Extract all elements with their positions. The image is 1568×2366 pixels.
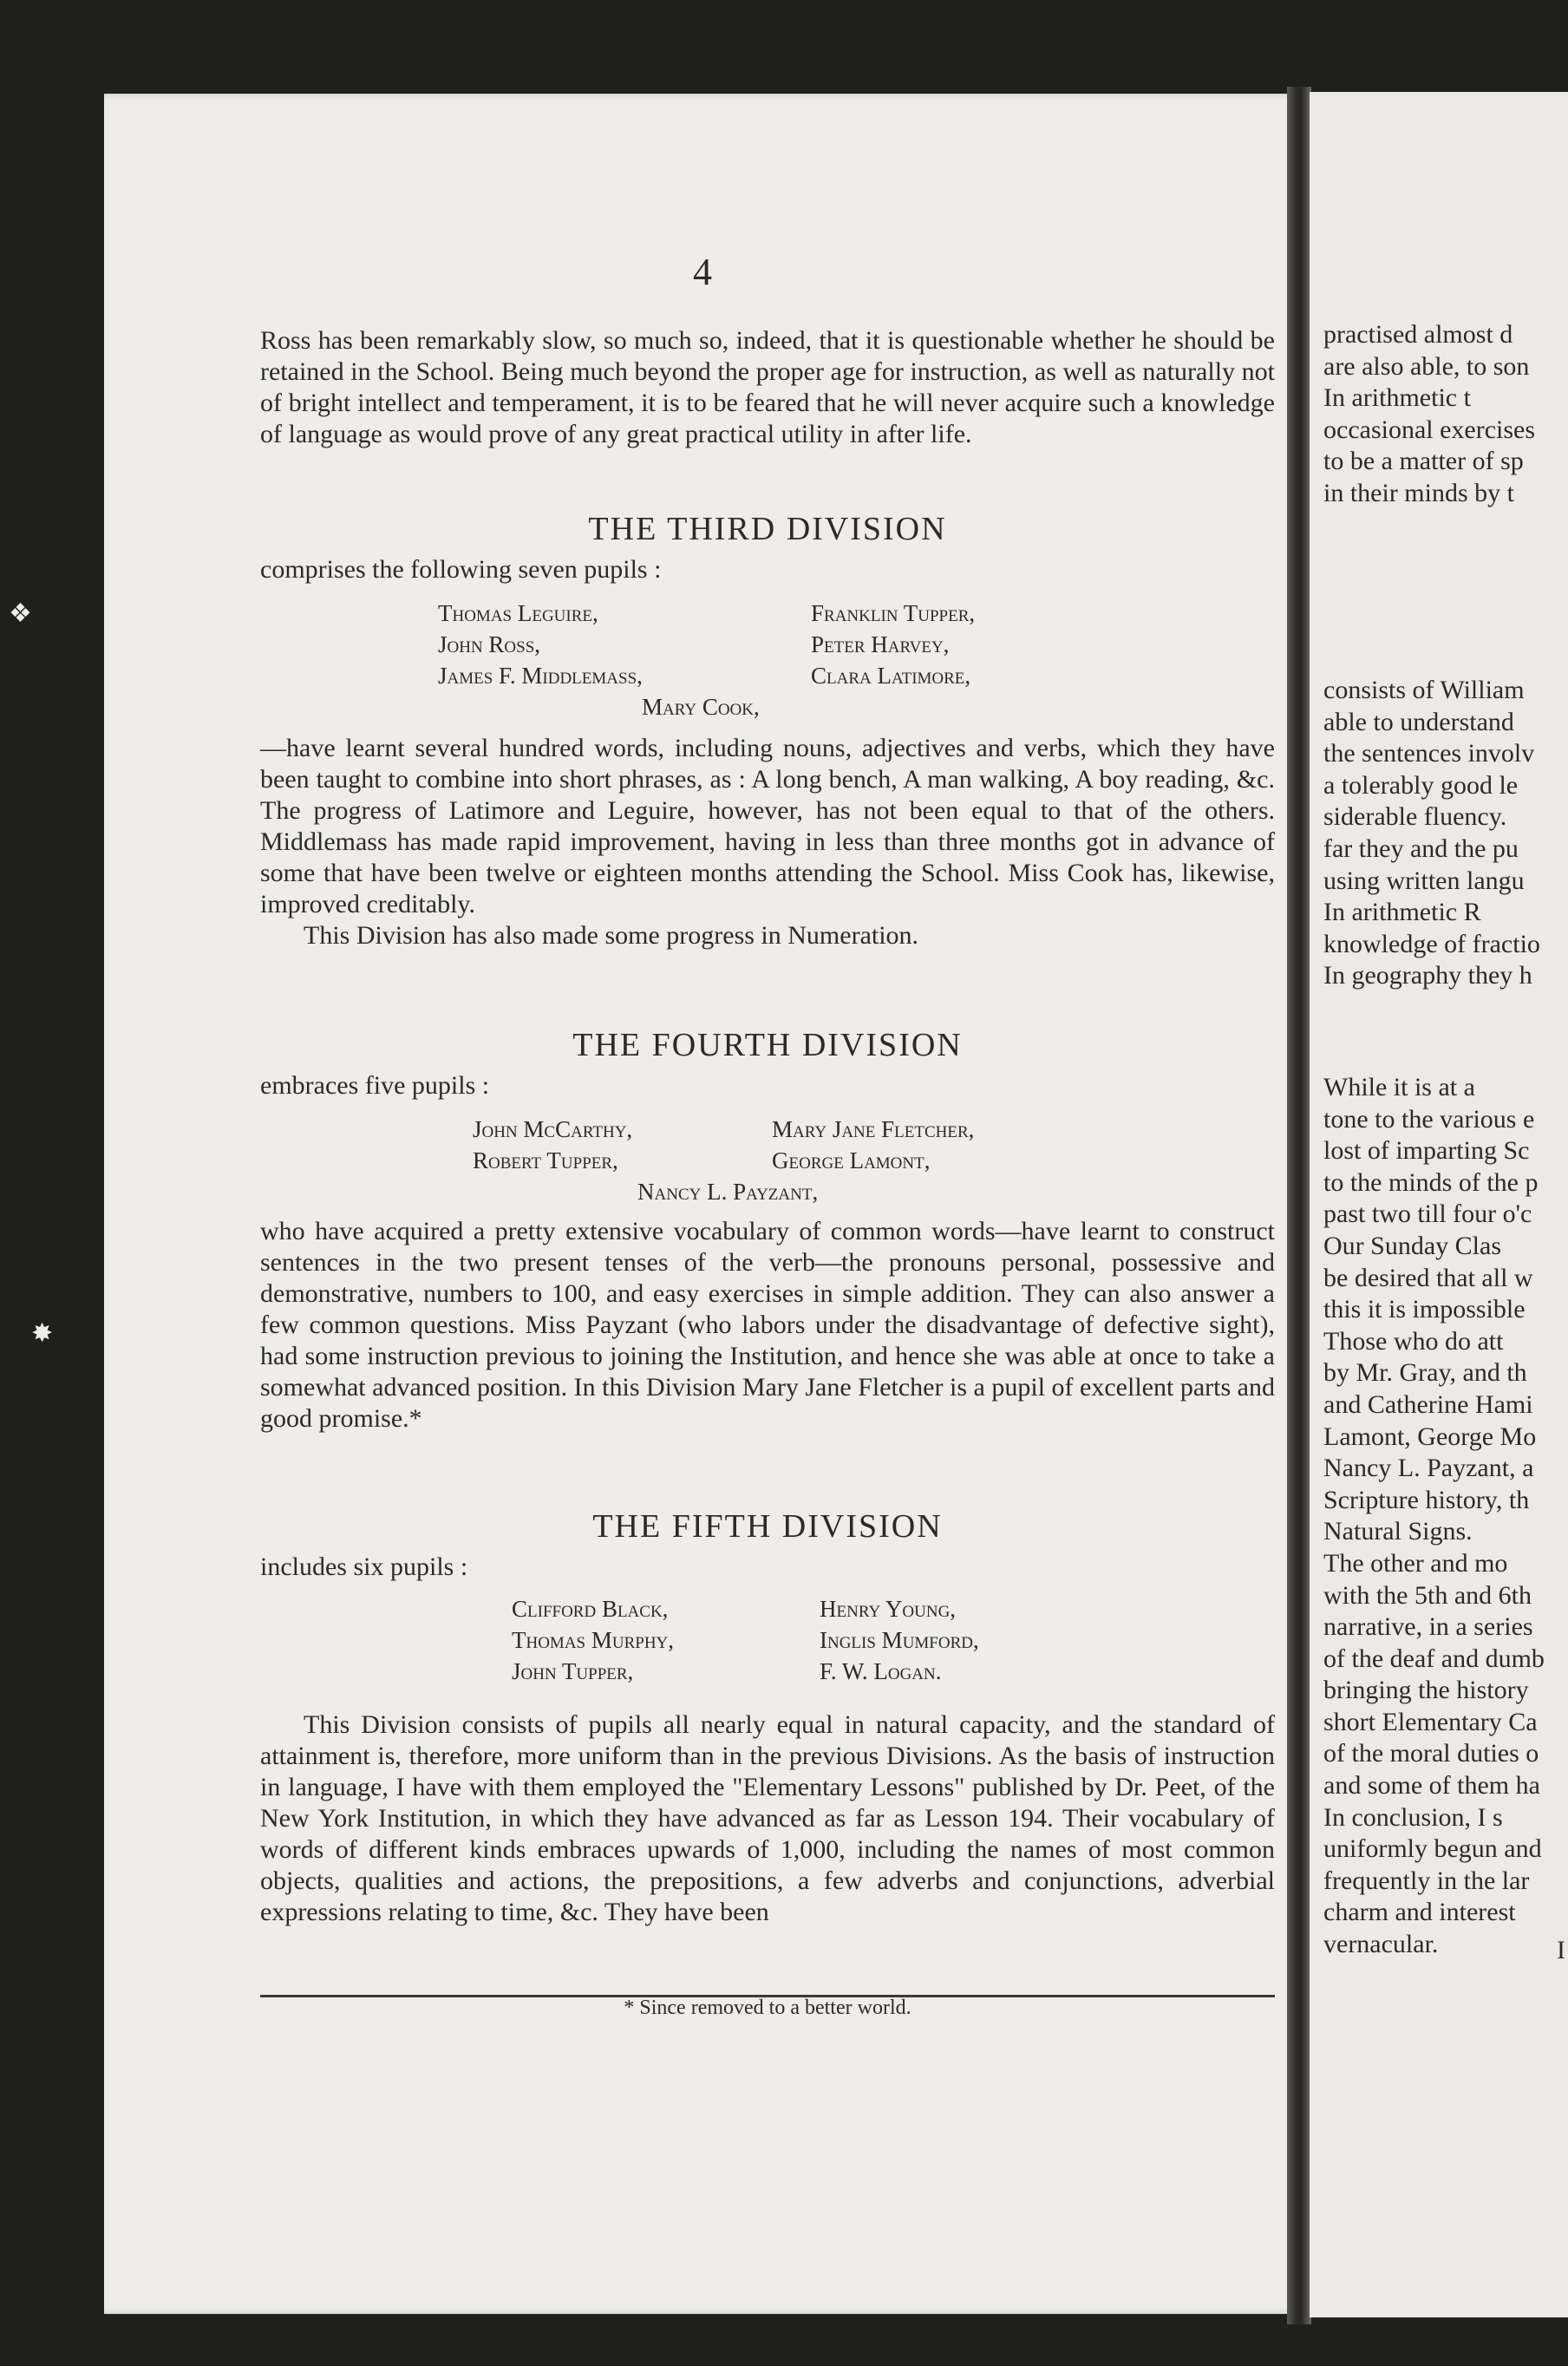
right-page-line: While it is at a bbox=[1323, 1073, 1475, 1101]
pupil-name: F. W. Logan. bbox=[820, 1658, 942, 1684]
pupil-name: Franklin Tupper, bbox=[811, 600, 976, 626]
fourth-division-names bbox=[473, 1114, 1275, 1207]
pupil-name: Thomas Leguire, bbox=[438, 600, 598, 626]
pupil-name: John Tupper, bbox=[512, 1658, 634, 1684]
pupil-name: James F. Middlemass, bbox=[438, 663, 643, 689]
pupil-name: Inglis Mumford, bbox=[820, 1627, 979, 1653]
fifth-division bbox=[260, 1505, 1275, 1928]
right-page-line: occasional exercises bbox=[1323, 415, 1536, 444]
right-page-line: frequently in the lar bbox=[1323, 1866, 1530, 1895]
pupil-name: John Ross, bbox=[438, 631, 541, 657]
third-division-names bbox=[438, 598, 1275, 722]
right-page bbox=[1310, 92, 1568, 2317]
fourth-division-lead: embraces five pupils : bbox=[260, 1071, 490, 1100]
right-page-line: the sentences involv bbox=[1323, 739, 1535, 768]
right-page-line: Scripture history, th bbox=[1323, 1485, 1530, 1514]
right-page-line: practised almost d bbox=[1323, 320, 1513, 349]
right-block-1 bbox=[1323, 319, 1568, 510]
right-page-line: The other and mo bbox=[1323, 1548, 1508, 1578]
third-division-heading: THE THIRD DIVISION bbox=[588, 511, 947, 547]
pupil-name: Thomas Murphy, bbox=[512, 1627, 675, 1653]
fifth-division-names bbox=[512, 1593, 1275, 1687]
pupil-name: Henry Young, bbox=[820, 1596, 957, 1622]
right-page-line: Our Sunday Clas bbox=[1323, 1231, 1501, 1260]
right-page-line: short Elementary Ca bbox=[1323, 1707, 1538, 1736]
right-page-line: able to understand bbox=[1323, 707, 1514, 736]
right-page-line: are also able, to son bbox=[1323, 351, 1530, 381]
intro-block bbox=[260, 325, 1275, 450]
pupil-name: Peter Harvey, bbox=[811, 631, 950, 657]
right-page-line: and Catherine Hami bbox=[1323, 1389, 1533, 1419]
right-page-line: bringing the history bbox=[1323, 1676, 1529, 1705]
right-page-line: past two till four o'c bbox=[1323, 1199, 1532, 1229]
right-page-line: with the 5th and 6th bbox=[1323, 1580, 1532, 1610]
right-page-line: In geography they h bbox=[1323, 961, 1532, 990]
pupil-name: George Lamont, bbox=[772, 1147, 931, 1173]
right-page-line: to be a matter of sp bbox=[1323, 447, 1524, 476]
right-page-line: using written langu bbox=[1323, 866, 1525, 895]
pupil-name: Clara Latimore, bbox=[811, 663, 971, 689]
right-page-line: be desired that all w bbox=[1323, 1263, 1533, 1292]
right-page-line: of the moral duties o bbox=[1323, 1739, 1539, 1768]
right-page-line: and some of them ha bbox=[1323, 1771, 1540, 1801]
right-page-line: consists of William bbox=[1323, 676, 1525, 704]
intro-paragraph: Ross has been remarkably slow, so much so, indeed, that it is questionable whether he should be retained in the School. Being much beyond the proper age for instruction, as well as naturally not of bright intellect and temperament, it is to be feared that he will never acquire such a knowledge of language as would prove of any great practical utility in after life. bbox=[260, 326, 1275, 448]
third-division-body: —have learnt several hundred words, including nouns, adjectives and verbs, which they have been taught to combine into short phrases, as : A long bench, A man walking, A boy reading, &c. The progress of Latimore and Leguire, however, has not been equal to that of the others. Middlemass has made rapid improvement, having in less than three months got in advance of some that have been twelve or eighteen months attending the School. Miss Cook has, likewise, improved creditably. bbox=[260, 734, 1275, 918]
third-division-lead: comprises the following seven pupils : bbox=[260, 555, 662, 584]
right-page-line: In arithmetic R bbox=[1323, 898, 1481, 927]
right-page-line: siderable fluency. bbox=[1323, 802, 1507, 832]
page-number: 4 bbox=[693, 251, 712, 293]
fourth-division-heading: THE FOURTH DIVISION bbox=[572, 1027, 963, 1063]
book-gutter bbox=[1287, 87, 1311, 2324]
right-page-line: Lamont, George Mo bbox=[1323, 1422, 1537, 1451]
right-page-line: this it is impossible bbox=[1323, 1295, 1526, 1324]
right-stray-letter: I bbox=[1557, 1936, 1565, 1964]
fifth-division-heading: THE FIFTH DIVISION bbox=[592, 1508, 943, 1545]
right-page-line: knowledge of fractio bbox=[1323, 929, 1540, 958]
pupil-name: Clifford Black, bbox=[512, 1596, 669, 1622]
fourth-division bbox=[260, 1023, 1275, 1435]
right-block-2 bbox=[1323, 675, 1568, 992]
right-page-line: uniformly begun and bbox=[1323, 1834, 1542, 1864]
right-block-3 bbox=[1323, 1072, 1568, 1961]
right-page-line: narrative, in a series bbox=[1323, 1612, 1533, 1642]
right-page-line: Those who do att bbox=[1323, 1326, 1504, 1356]
right-page-line: in their minds by t bbox=[1323, 478, 1514, 507]
footnote: * Since removed to a better world. bbox=[624, 1997, 911, 2019]
right-page-line: by Mr. Gray, and th bbox=[1323, 1358, 1527, 1388]
right-page-line: vernacular. bbox=[1323, 1930, 1439, 1959]
pupil-name: Mary Cook, bbox=[642, 694, 760, 720]
fifth-division-body: This Division consists of pupils all nearly equal in natural capacity, and the standard of attainment is, therefore, more uniform than in the previous Divisions. As the basis of instruction in language, I have with them employed the "Elementary Lessons" published by Dr. Peet, of the New York Institution, in which they have advanced as far as Lesson 194. Their vocabulary of words of different kinds embraces upwards of 1,000, including the names of most common objects, qualities and actions, the prepositions, a few adverbs and conjunctions, adverbial expressions relating to time, &c. They have been bbox=[260, 1710, 1275, 1926]
pupil-name: Nancy L. Payzant, bbox=[637, 1179, 819, 1205]
pupil-name: John McCarthy, bbox=[473, 1116, 633, 1142]
right-page-line: Natural Signs. bbox=[1323, 1517, 1473, 1546]
third-division bbox=[260, 507, 1275, 951]
fourth-division-body: who have acquired a pretty extensive vocabulary of common words—have learnt to construct sentences in the two present tenses of the verb—the pronouns personal, possessive and demonstrative, numbers to 100, and easy exercises in simple addition. They can also answer a few common questions. Miss Payzant (who labors under the disadvantage of defective sight), had some instruction previous to joining the Institution, and hence she was able at once to take a somewhat advanced position. In this Division Mary Jane Fletcher is a pupil of excellent parts and good promise.* bbox=[260, 1217, 1275, 1433]
right-page-line: far they and the pu bbox=[1323, 833, 1519, 863]
right-page-line: tone to the various e bbox=[1323, 1104, 1535, 1134]
right-page-line: Nancy L. Payzant, a bbox=[1323, 1454, 1534, 1483]
right-page-line: lost of imparting Sc bbox=[1323, 1136, 1530, 1166]
right-page-line: to the minds of the p bbox=[1323, 1167, 1539, 1197]
third-division-note: This Division has also made some progress in Numeration. bbox=[304, 921, 919, 950]
right-page-line: In arithmetic t bbox=[1323, 383, 1471, 413]
right-page-line: In conclusion, I s bbox=[1323, 1802, 1503, 1832]
pupil-name: Robert Tupper, bbox=[473, 1147, 618, 1173]
right-page-line: of the deaf and dumb bbox=[1323, 1644, 1545, 1673]
right-page-line: charm and interest bbox=[1323, 1898, 1516, 1927]
edge-mark: ✸ bbox=[31, 1319, 54, 1348]
right-page-line: a tolerably good le bbox=[1323, 770, 1519, 800]
pupil-name: Mary Jane Fletcher, bbox=[772, 1116, 975, 1142]
fifth-division-lead: includes six pupils : bbox=[260, 1552, 468, 1581]
edge-mark: ❖ bbox=[9, 599, 32, 628]
